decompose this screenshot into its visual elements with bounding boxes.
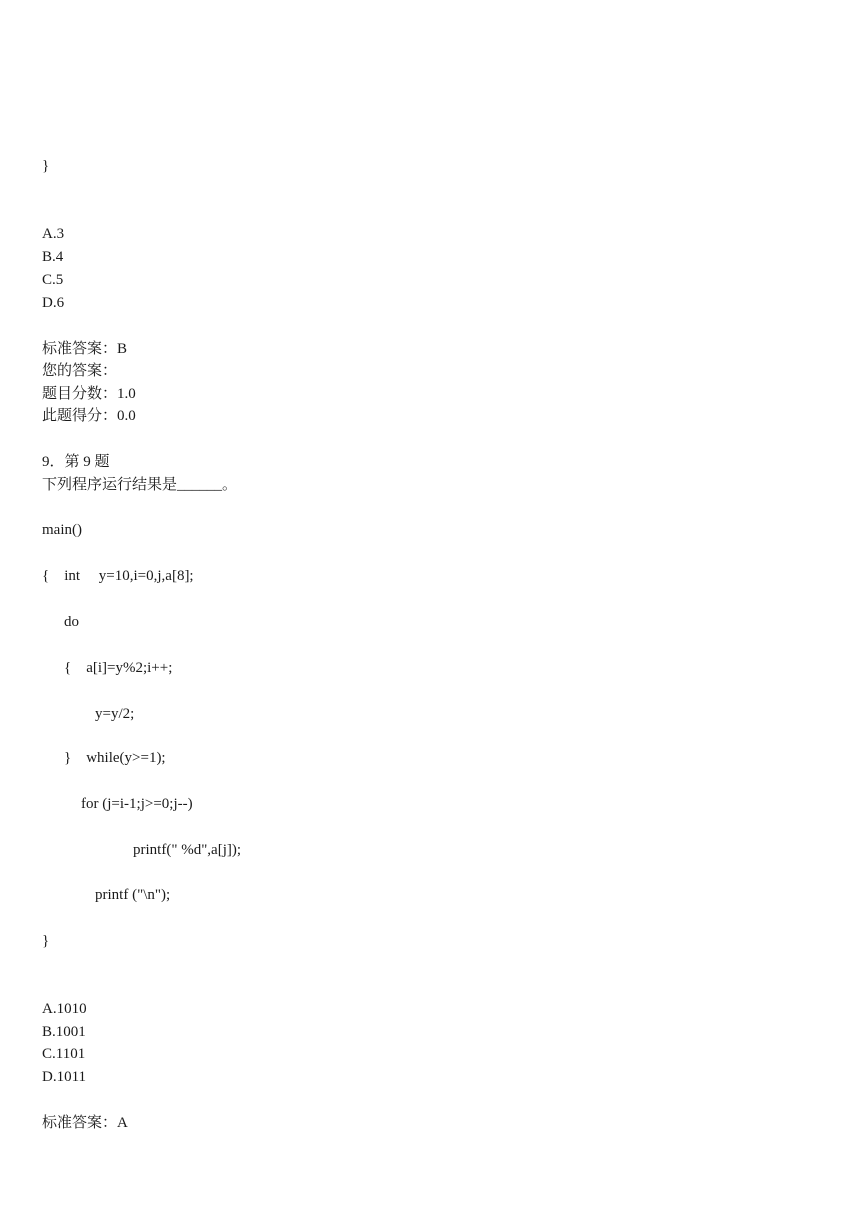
your-answer: 您的答案： bbox=[42, 363, 118, 379]
option-c: C.5 bbox=[42, 272, 64, 288]
code-line: } while(y>=1); bbox=[64, 750, 166, 766]
option-c: C.1101 bbox=[42, 1046, 86, 1062]
option-b: B.4 bbox=[42, 249, 64, 265]
standard-answer: 标准答案：A bbox=[42, 1115, 128, 1131]
code-line: y=y/2; bbox=[95, 706, 135, 722]
option-d: D.1011 bbox=[42, 1069, 87, 1085]
code-line: { int y=10,i=0,j,a[8]; bbox=[42, 568, 194, 584]
code-line: printf(" %d",a[j]); bbox=[133, 842, 242, 858]
question-number: 9．第 9 题 bbox=[42, 454, 110, 470]
code-closing-brace: } bbox=[42, 158, 50, 174]
option-b: B.1001 bbox=[42, 1024, 86, 1040]
option-d: D.6 bbox=[42, 295, 65, 311]
code-line: main() bbox=[42, 522, 82, 538]
earned-score: 此题得分：0.0 bbox=[42, 408, 136, 424]
code-line: do bbox=[64, 614, 79, 630]
standard-answer: 标准答案：B bbox=[42, 341, 128, 357]
code-line: } bbox=[42, 933, 50, 949]
question-score: 题目分数：1.0 bbox=[42, 386, 136, 402]
code-line: for (j=i-1;j>=0;j--) bbox=[81, 796, 193, 812]
code-line: { a[i]=y%2;i++; bbox=[64, 660, 173, 676]
option-a: A.3 bbox=[42, 226, 65, 242]
code-line: printf ("\n"); bbox=[95, 887, 171, 903]
question-prompt: 下列程序运行结果是______。 bbox=[42, 477, 238, 493]
option-a: A.1010 bbox=[42, 1001, 87, 1017]
